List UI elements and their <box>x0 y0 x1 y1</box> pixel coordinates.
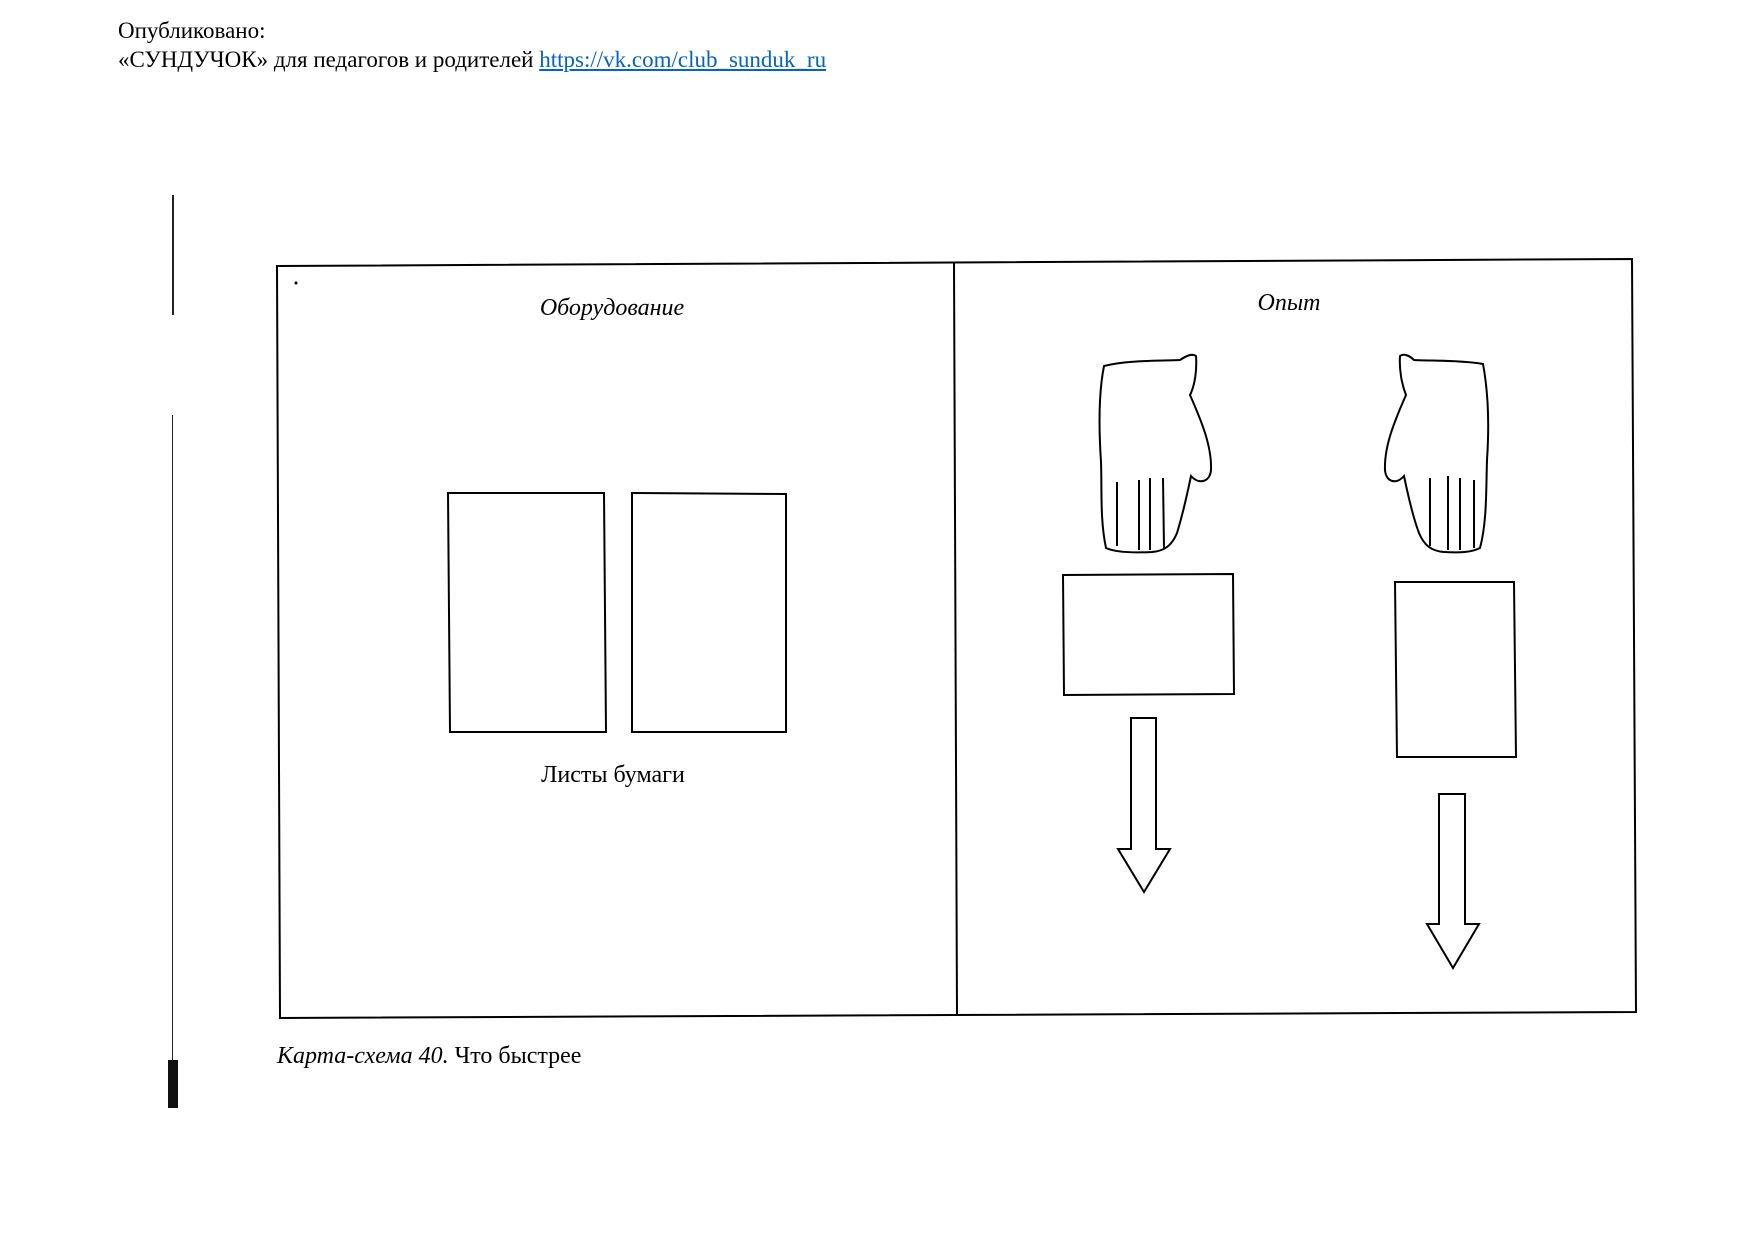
source-text: «СУНДУЧОК» для педагогов и родителей <box>118 47 540 72</box>
arrow-down-left-icon <box>1118 718 1170 892</box>
mitten-left-finger-line <box>1163 478 1164 548</box>
vertical-paper-sheet <box>1395 582 1516 757</box>
figure-caption <box>277 1043 581 1070</box>
published-label: Опубликовано: <box>118 18 266 43</box>
arrow-down-right-icon <box>1427 794 1479 968</box>
figure-label: Карта-схема 40. <box>277 1043 449 1069</box>
panel-divider <box>954 263 957 1015</box>
figure-title: Что быстрее <box>448 1043 582 1069</box>
scan-dot <box>295 282 298 285</box>
paper-sheet-left <box>448 493 606 732</box>
left-panel-title: Оборудование <box>539 295 685 321</box>
source-link[interactable]: https://vk.com/club_sunduk_ru <box>539 47 827 72</box>
mitten-right-icon <box>1385 355 1488 553</box>
horizontal-paper-sheet <box>1063 574 1234 695</box>
right-panel-title: Опыт <box>1257 290 1321 316</box>
paper-sheets-label: Листы бумаги <box>541 762 685 788</box>
paper-sheet-right <box>632 493 786 732</box>
